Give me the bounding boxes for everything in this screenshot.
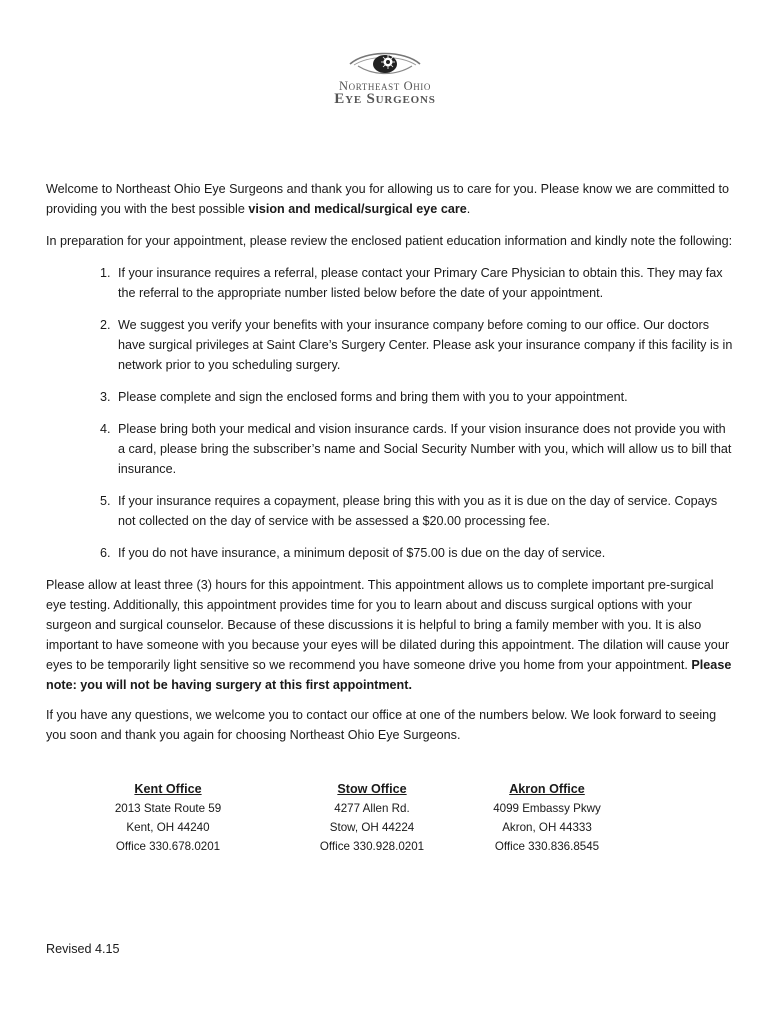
- welcome-paragraph: [46, 179, 736, 219]
- office-address: 2013 State Route 59: [114, 802, 222, 815]
- questions-paragraph: If you have any questions, we welcome you to contact our office at one of the numbers below. We look forward to seeing you soon and thank you again for choosing Northeast Ohio Eye Surgeons.: [46, 708, 717, 742]
- welcome-end: .: [466, 202, 471, 216]
- letter-body: [46, 179, 736, 755]
- office-title: Stow Office: [337, 782, 407, 796]
- office-city: Kent, OH 44240: [126, 821, 210, 834]
- welcome-bold-text: vision and medical/surgical eye care: [248, 202, 467, 216]
- office-stow: [310, 780, 434, 856]
- appointment-duration-text: Please allow at least three (3) hours for this appointment. This appointment allows us to complete important pre-surgical eye testing. Additionally, this appointment provides time for you to learn about and discuss surgical options with your surgeon and surgical counselor. Because of these discussions it is helpful to bring a family member with you. It is also important to have someone with you because your eyes will be dilated during this appointment. The dilation will cause your eyes to be temporarily light sensitive so we recommend you have someone drive you home from your appointment.: [46, 578, 730, 672]
- logo-text-line1: Northeast Ohio: [338, 79, 432, 93]
- list-item: 3. Please complete and sign the enclosed forms and bring them with you to your appointment.: [114, 387, 736, 407]
- office-city: Akron, OH 44333: [502, 821, 592, 834]
- office-title: Kent Office: [134, 782, 202, 796]
- list-item: 6. If you do not have insurance, a minimum deposit of $75.00 is due on the day of service.: [114, 543, 736, 563]
- logo-text-line2: Eye Surgeons: [334, 91, 436, 107]
- office-phone: Office 330.678.0201: [115, 840, 221, 853]
- office-locations: [0, 780, 770, 870]
- office-akron: [482, 780, 612, 856]
- office-address: 4099 Embassy Pkwy: [493, 802, 601, 815]
- instructions-list: [46, 263, 736, 563]
- office-phone: Office 330.836.8545: [494, 840, 600, 853]
- office-address: 4277 Allen Rd.: [334, 802, 410, 815]
- list-item: 1. If your insurance requires a referral, please contact your Primary Care Physician to obtain this. They may fax the referral to the appropriate number listed below before the date of your appointment.: [114, 263, 736, 303]
- list-item: 5. If your insurance requires a copayment, please bring this with you as it is due on the day of service. Copays not collected on the day of service with be assessed a $20.00 processing fee.: [114, 491, 736, 531]
- surgery-note-bold: Please note: you will not be having surgery at this first appointment.: [46, 658, 732, 692]
- office-title: Akron Office: [509, 782, 585, 796]
- revision-label: Revised 4.15: [46, 942, 120, 956]
- eye-logo-icon: [348, 48, 422, 78]
- office-city: Stow, OH 44224: [329, 821, 415, 834]
- list-item: 4. Please bring both your medical and vision insurance cards. If your vision insurance does not provide you with a card, please bring the subscriber’s name and Social Security Number with you, which will allow us to bill that insurance.: [114, 419, 736, 479]
- welcome-text: Welcome to Northeast Ohio Eye Surgeons and thank you for allowing us to care for you. Please know we are committed to providing you with the best possible: [46, 182, 729, 216]
- list-item: 2. We suggest you verify your benefits with your insurance company before coming to our office. Our doctors have surgical privileges at Saint Clare’s Surgery Center. Please ask your insurance company if this facility is in network prior to you scheduling surgery.: [114, 315, 736, 375]
- office-kent: [100, 780, 236, 856]
- appointment-duration-paragraph: [46, 575, 736, 695]
- preparation-paragraph: In preparation for your appointment, please review the enclosed patient education information and kindly note the following:: [46, 234, 733, 248]
- office-phone: Office 330.928.0201: [319, 840, 425, 853]
- company-logo: [300, 48, 470, 112]
